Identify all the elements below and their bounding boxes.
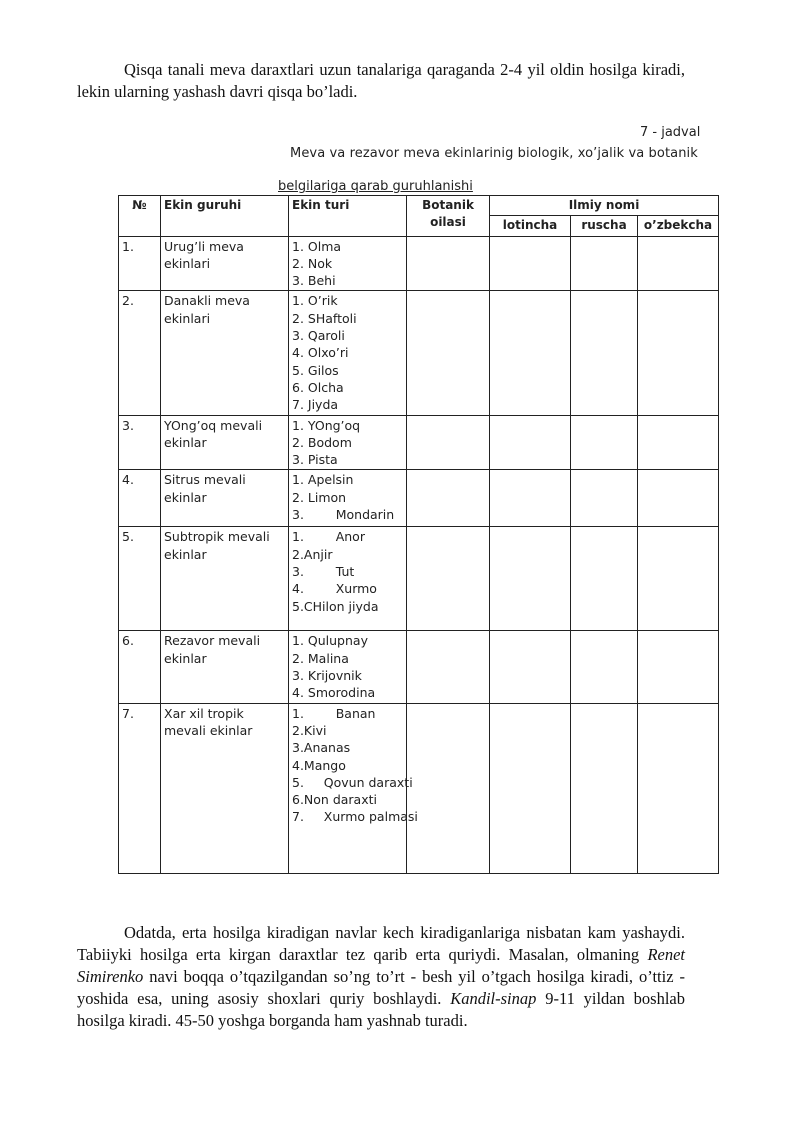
row-crops bbox=[289, 236, 407, 291]
uzbek-cell bbox=[638, 236, 719, 291]
crop-item: 2. Bodom bbox=[292, 434, 352, 450]
crop-item: 4. Smorodina bbox=[292, 685, 376, 701]
row-group: Rezavor mevali ekinlar bbox=[161, 631, 289, 703]
row-group: Subtropik mevali ekinlar bbox=[161, 527, 289, 631]
table-header-row bbox=[119, 196, 719, 216]
crop-item: 3. Krijovnik bbox=[292, 668, 362, 684]
crop-item: 1. Anor bbox=[292, 529, 365, 545]
closing-paragraph bbox=[77, 922, 685, 1032]
crop-item: 3. Tut bbox=[292, 564, 355, 580]
row-crops bbox=[289, 291, 407, 415]
row-crops bbox=[289, 527, 407, 631]
header-uzbek: o’zbekcha bbox=[638, 216, 719, 236]
closing-text-part1: Odatda, erta hosilga kiradigan navlar kech kiradiganlariga nisbatan kam yashaydi. Tabiiyki hosilga erta kirgan daraxtlar tez qarib erta quriydi. Masalan, olmaning bbox=[77, 923, 685, 964]
latin-cell bbox=[490, 703, 571, 873]
crop-item: 1. Banan bbox=[292, 705, 376, 721]
table-row bbox=[119, 291, 719, 415]
crop-classification-table bbox=[118, 195, 719, 874]
row-crops bbox=[289, 415, 407, 470]
variety-name-renet: Renet Simirenko bbox=[77, 945, 685, 986]
row-number: 3. bbox=[119, 415, 161, 470]
crop-item: 3. Qaroli bbox=[292, 328, 345, 344]
family-cell bbox=[407, 415, 490, 470]
crop-item: 1. Apelsin bbox=[292, 472, 354, 488]
intro-paragraph bbox=[77, 59, 685, 103]
row-number: 2. bbox=[119, 291, 161, 415]
crop-item: 2. Nok bbox=[292, 255, 333, 271]
header-family bbox=[407, 196, 490, 237]
crop-item: 6.Non daraxti bbox=[292, 792, 377, 808]
header-family-line2: oilasi bbox=[430, 215, 466, 230]
row-number: 7. bbox=[119, 703, 161, 873]
header-crop: Ekin turi bbox=[289, 196, 407, 237]
family-cell bbox=[407, 236, 490, 291]
latin-cell bbox=[490, 236, 571, 291]
latin-cell bbox=[490, 415, 571, 470]
header-number: № bbox=[119, 196, 161, 237]
table-row bbox=[119, 631, 719, 703]
table-row bbox=[119, 527, 719, 631]
table-row bbox=[119, 470, 719, 527]
family-cell bbox=[407, 470, 490, 527]
row-crops bbox=[289, 631, 407, 703]
row-number: 5. bbox=[119, 527, 161, 631]
latin-cell bbox=[490, 527, 571, 631]
crop-item: 6. Olcha bbox=[292, 379, 344, 395]
uzbek-cell bbox=[638, 527, 719, 631]
closing-text bbox=[77, 922, 685, 1032]
variety-name-kandil: Kandil-sinap bbox=[450, 989, 537, 1008]
row-number: 6. bbox=[119, 631, 161, 703]
russian-cell bbox=[571, 291, 638, 415]
crop-item: 1. O’rik bbox=[292, 293, 338, 309]
uzbek-cell bbox=[638, 415, 719, 470]
row-group: YOng’oq mevali ekinlar bbox=[161, 415, 289, 470]
latin-cell bbox=[490, 631, 571, 703]
uzbek-cell bbox=[638, 291, 719, 415]
row-crops bbox=[289, 470, 407, 527]
russian-cell bbox=[571, 415, 638, 470]
table-row bbox=[119, 415, 719, 470]
crop-item: 2.Anjir bbox=[292, 546, 333, 562]
crop-item: 1. Qulupnay bbox=[292, 633, 368, 649]
crop-item: 4.Mango bbox=[292, 757, 346, 773]
crop-item: 4. Xurmo bbox=[292, 581, 377, 597]
closing-text-part2: navi boqqa o’tqazilgandan so’ng to’rt - besh yil o’tgach hosilga kiradi, o’ttiz -yoshida esa, uning asosiy shoxlari quriy boshlaydi. bbox=[77, 967, 685, 1008]
crop-item: 5. Gilos bbox=[292, 362, 339, 378]
crop-item: 3.Ananas bbox=[292, 740, 351, 756]
russian-cell bbox=[571, 236, 638, 291]
row-group: Danakli meva ekinlari bbox=[161, 291, 289, 415]
latin-cell bbox=[490, 470, 571, 527]
crop-item: 2. SHaftoli bbox=[292, 310, 357, 326]
header-scientific-name: Ilmiy nomi bbox=[490, 196, 719, 216]
crop-item: 3. Pista bbox=[292, 452, 338, 468]
crop-item: 7. Xurmo palmasi bbox=[292, 809, 418, 825]
row-group: Sitrus mevali ekinlar bbox=[161, 470, 289, 527]
row-number: 1. bbox=[119, 236, 161, 291]
crop-item: 1. YOng’oq bbox=[292, 417, 361, 433]
header-russian: ruscha bbox=[571, 216, 638, 236]
crop-item: 7. Jiyda bbox=[292, 397, 339, 413]
russian-cell bbox=[571, 527, 638, 631]
crop-item: 2.Kivi bbox=[292, 722, 327, 738]
table-caption-continued: belgilariga qarab guruhlanishi bbox=[278, 179, 473, 194]
family-cell bbox=[407, 291, 490, 415]
russian-cell bbox=[571, 631, 638, 703]
crop-item: 3. Mondarin bbox=[292, 507, 395, 523]
row-crops bbox=[289, 703, 418, 873]
closing-text-part3: 9-11 yildan boshlab hosilga kiradi. 45-50 yoshga borganda ham yashnab turadi. bbox=[77, 989, 685, 1030]
row-number: 4. bbox=[119, 470, 161, 527]
header-latin: lotincha bbox=[490, 216, 571, 236]
table-number: 7 - jadval bbox=[640, 125, 701, 140]
crop-item: 3. Behi bbox=[292, 273, 336, 289]
uzbek-cell bbox=[638, 470, 719, 527]
uzbek-cell bbox=[638, 703, 719, 873]
row-group: Urug’li meva ekinlari bbox=[161, 236, 289, 291]
intro-text: Qisqa tanali meva daraxtlari uzun tanalariga qaraganda 2-4 yil oldin hosilga kiradi, lekin ularning yashash davri qisqa bo’ladi. bbox=[77, 60, 685, 101]
crop-item: 5.CHilon jiyda bbox=[292, 598, 379, 614]
russian-cell bbox=[571, 470, 638, 527]
table-row bbox=[119, 703, 719, 873]
table-caption: Meva va rezavor meva ekinlarinig biologik, xo’jalik va botanik bbox=[290, 146, 698, 161]
crop-item: 4. Olxo’ri bbox=[292, 345, 349, 361]
header-group: Ekin guruhi bbox=[161, 196, 289, 237]
table-row bbox=[119, 236, 719, 291]
header-family-line1: Botanik bbox=[422, 198, 474, 212]
row-group: Xar xil tropik mevali ekinlar bbox=[161, 703, 289, 873]
russian-cell bbox=[571, 703, 638, 873]
crop-item: 2. Malina bbox=[292, 650, 349, 666]
crop-item: 1. Olma bbox=[292, 238, 342, 254]
family-cell bbox=[407, 527, 490, 631]
crop-item: 2. Limon bbox=[292, 489, 347, 505]
uzbek-cell bbox=[638, 631, 719, 703]
crop-item: 5. Qovun daraxti bbox=[292, 774, 413, 790]
latin-cell bbox=[490, 291, 571, 415]
family-cell bbox=[407, 631, 490, 703]
family-cell bbox=[407, 703, 490, 873]
